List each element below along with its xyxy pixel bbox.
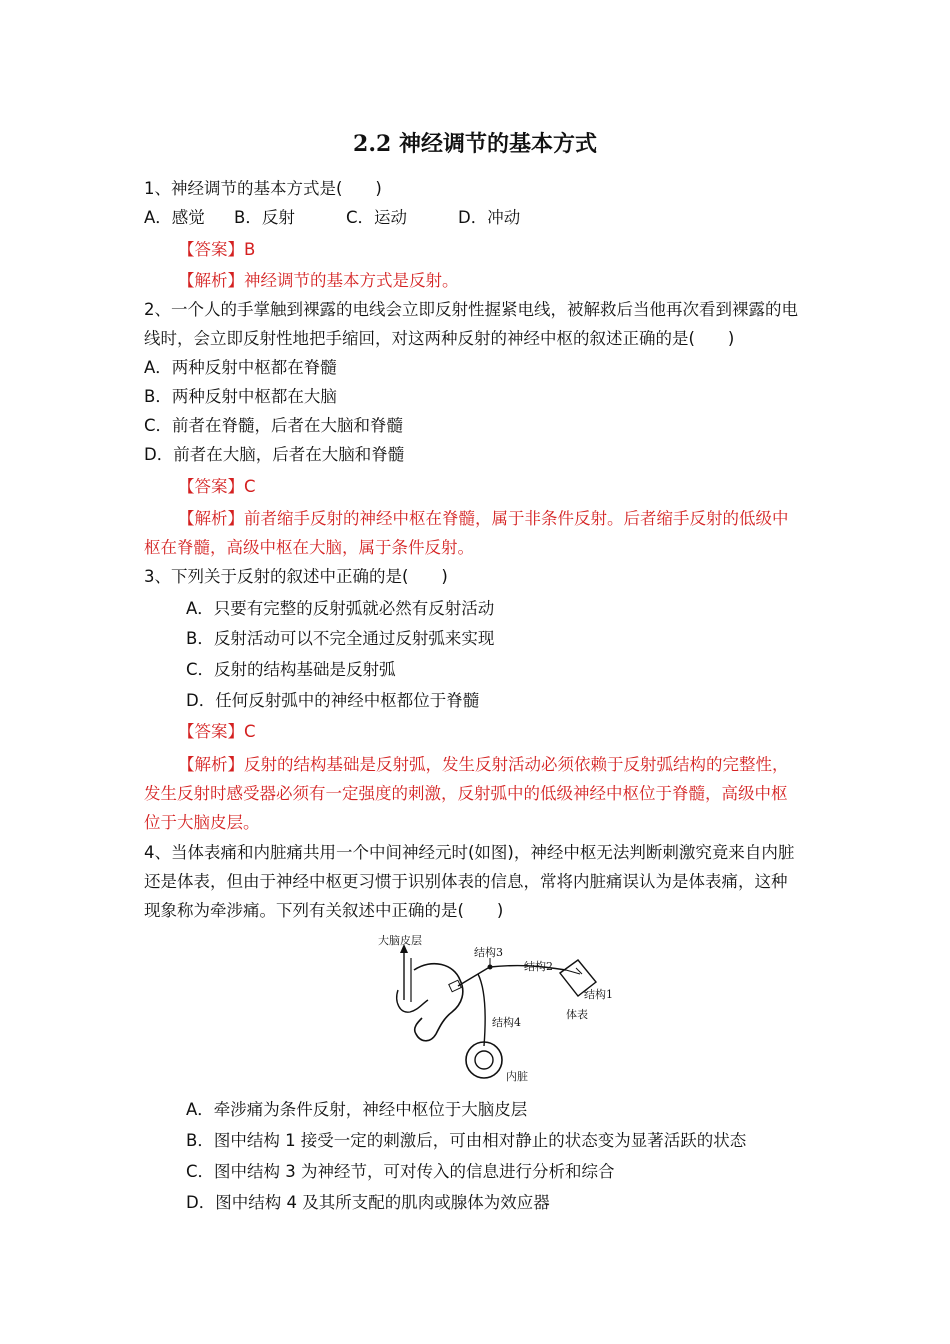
q3-analysis-line-1: 【解析】反射的结构基础是反射弧，发生反射活动必须依赖于反射弧结构的完整性， bbox=[178, 755, 789, 774]
q1-option-c: C．运动 bbox=[346, 208, 408, 227]
label-cortex: 大脑皮层 bbox=[378, 934, 422, 947]
q2-option-c: C．前者在脊髓，后者在大脑和脊髓 bbox=[144, 416, 404, 435]
q3-option-b: B．反射活动可以不完全通过反射弧来实现 bbox=[186, 629, 495, 648]
q1-option-b: B．反射 bbox=[234, 208, 295, 227]
q2-answer: 【答案】C bbox=[178, 477, 256, 496]
q2-stem-line-1: 2、一个人的手掌触到裸露的电线会立即反射性握紧电线，被解救后当他再次看到裸露的电 bbox=[144, 300, 798, 319]
viscera-inner bbox=[475, 1051, 493, 1069]
q2-option-b: B．两种反射中枢都在大脑 bbox=[144, 387, 337, 406]
q4-stem-line-1: 4、当体表痛和内脏痛共用一个中间神经元时(如图)，神经中枢无法判断刺激究竟来自内脏 bbox=[144, 843, 795, 862]
label-structure-3: 结构3 bbox=[474, 946, 503, 959]
label-structure-1: 结构1 bbox=[584, 988, 613, 1001]
label-structure-2: 结构2 bbox=[524, 960, 553, 973]
label-body-surface: 体表 bbox=[566, 1008, 588, 1021]
gray-matter-outline bbox=[397, 990, 428, 1012]
q3-analysis-line-3: 位于大脑皮层。 bbox=[144, 813, 260, 832]
q4-stem-line-3: 现象称为牵涉痛。下列有关叙述中正确的是( ) bbox=[144, 901, 504, 920]
spinal-cord-outline bbox=[414, 964, 463, 1041]
q2-analysis-line-1: 【解析】前者缩手反射的神经中枢在脊髓，属于非条件反射。后者缩手反射的低级中 bbox=[178, 509, 789, 528]
q4-option-a: A．牵涉痛为条件反射，神经中枢位于大脑皮层 bbox=[186, 1100, 528, 1119]
q2-analysis-line-2: 枢在脊髓，高级中枢在大脑，属于条件反射。 bbox=[144, 538, 474, 557]
q1-stem: 1、神经调节的基本方式是( ) bbox=[144, 179, 382, 198]
q2-stem-line-2: 线时，会立即反射性地把手缩回，对这两种反射的神经中枢的叙述正确的是( ) bbox=[144, 329, 735, 348]
q4-option-c: C．图中结构 3 为神经节，可对传入的信息进行分析和综合 bbox=[186, 1162, 615, 1181]
q1-option-a: A．感觉 bbox=[144, 208, 205, 227]
referred-pain-diagram bbox=[370, 930, 640, 1085]
q1-analysis: 【解析】神经调节的基本方式是反射。 bbox=[178, 271, 459, 290]
q2-option-d: D．前者在大脑，后者在大脑和脊髓 bbox=[144, 445, 405, 464]
page-title: 2.2 神经调节的基本方式 bbox=[353, 131, 597, 157]
q3-option-d: D．任何反射弧中的神经中枢都位于脊髓 bbox=[186, 691, 480, 710]
label-structure-4: 结构4 bbox=[492, 1016, 521, 1029]
visceral-fiber bbox=[478, 974, 485, 1046]
q4-option-d: D．图中结构 4 及其所支配的肌肉或腺体为效应器 bbox=[186, 1193, 550, 1212]
q4-option-b: B．图中结构 1 接受一定的刺激后，可由相对静止的状态变为显著活跃的状态 bbox=[186, 1131, 747, 1150]
q4-stem-line-2: 还是体表，但由于神经中枢更习惯于识别体表的信息，常将内脏痛误认为是体表痛，这种 bbox=[144, 872, 788, 891]
viscera-outer bbox=[466, 1042, 502, 1078]
q1-option-d: D．冲动 bbox=[458, 208, 521, 227]
afferent-fiber bbox=[458, 968, 488, 986]
q3-stem: 3、下列关于反射的叙述中正确的是( ) bbox=[144, 567, 448, 586]
q2-option-a: A．两种反射中枢都在脊髓 bbox=[144, 358, 337, 377]
q1-answer: 【答案】B bbox=[178, 240, 256, 259]
q3-analysis-line-2: 发生反射时感受器必须有一定强度的刺激，反射弧中的低级神经中枢位于脊髓，高级中枢 bbox=[144, 784, 788, 803]
q3-option-c: C．反射的结构基础是反射弧 bbox=[186, 660, 396, 679]
q3-option-a: A．只要有完整的反射弧就必然有反射活动 bbox=[186, 599, 495, 618]
q3-answer: 【答案】C bbox=[178, 722, 256, 741]
label-viscera: 内脏 bbox=[506, 1070, 528, 1083]
